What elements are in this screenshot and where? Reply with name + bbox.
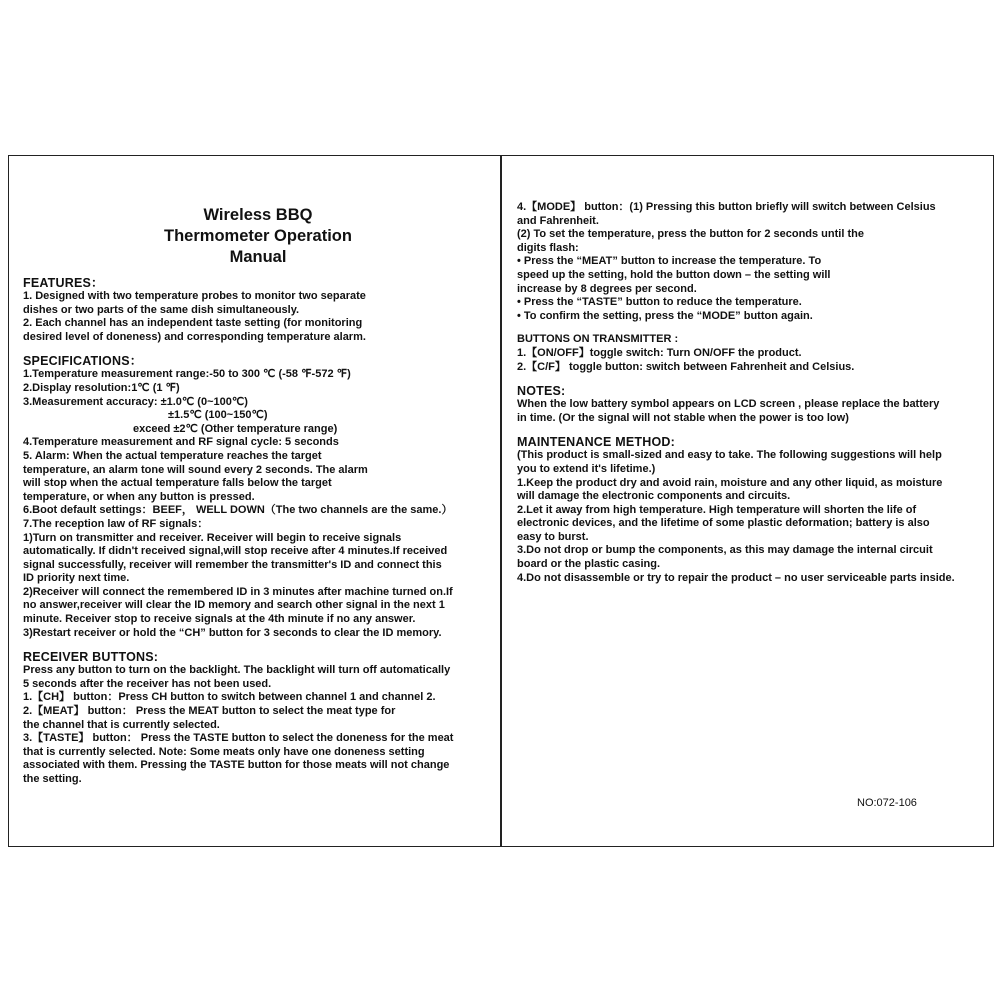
mode-line: • To confirm the setting, press the “MODE” button again. — [517, 309, 813, 322]
spec-line: 2)Receiver will connect the remembered ID in 3 minutes after machine turned on.If — [23, 585, 453, 598]
features-heading: FEATURES： — [23, 276, 104, 290]
notes-line: When the low battery symbol appears on LCD screen , please replace the battery — [517, 398, 940, 411]
features-line: 2. Each channel has an independent taste setting (for monitoring — [23, 317, 363, 330]
receiver-line: associated with them. Pressing the TASTE button for those meats will not change — [23, 759, 450, 772]
mode-line: speed up the setting, hold the button down – the setting will — [517, 268, 831, 281]
model-number: NO:072-106 — [857, 797, 917, 809]
spec-line: 1.Temperature measurement range:-50 to 300 ℃ (-58 ℉-572 ℉) — [23, 368, 351, 381]
spec-line: will stop when the actual temperature falls below the target — [23, 477, 332, 490]
spec-line: 3)Restart receiver or hold the “CH” button for 3 seconds to clear the ID memory. — [23, 626, 442, 639]
spec-line: ID priority next time. — [23, 572, 130, 585]
mode-line: • Press the “MEAT” button to increase the temperature. To — [517, 255, 822, 268]
mode-line: and Fahrenheit. — [517, 214, 599, 227]
spec-line: 6.Boot default settings：BEEF， WELL DOWN（The two channels are the same.） — [23, 504, 453, 517]
receiver-line: 3.【TASTE】 button： Press the TASTE button to select the doneness for the meat — [23, 732, 454, 745]
mode-line: 4.【MODE】 button：(1) Pressing this button briefly will switch between Celsius — [517, 201, 936, 213]
maintenance-line: 2.Let it away from high temperature. High temperature will shorten the life of — [517, 503, 917, 516]
mode-line: • Press the “TASTE” button to reduce the temperature. — [517, 296, 802, 309]
spec-line: signal successfully, receiver will remember the transmitter's ID and connect this — [23, 558, 442, 571]
maintenance-line: 1.Keep the product dry and avoid rain, moisture and any other liquid, as moisture — [517, 476, 943, 489]
receiver-line: 5 seconds after the receiver has not been used. — [23, 677, 272, 690]
spec-line: 5. Alarm: When the actual temperature reaches the target — [23, 449, 322, 462]
transmitter-line: 2.【C/F】 toggle button: switch between Fahrenheit and Celsius. — [517, 360, 855, 373]
maintenance-line: board or the plastic casing. — [517, 558, 661, 571]
column-divider — [500, 155, 502, 847]
spec-line: automatically. If didn't received signal,will stop receive after 4 minutes.If received — [23, 545, 448, 558]
receiver-line: that is currently selected. Note: Some meats only have one doneness setting — [23, 745, 425, 758]
document-title — [23, 205, 493, 268]
spec-line: 2.Display resolution:1℃ (1 ℉) — [23, 381, 180, 394]
transmitter-heading: BUTTONS ON TRANSMITTER : — [517, 333, 679, 346]
features-line: 1. Designed with two temperature probes to monitor two separate — [23, 290, 366, 302]
maintenance-line: (This product is small-sized and easy to take. The following suggestions will help — [517, 449, 942, 462]
maintenance-line: you to extend it's lifetime.) — [517, 462, 656, 475]
spec-line: temperature, an alarm tone will sound every 2 seconds. The alarm — [23, 463, 368, 476]
left-column — [23, 205, 493, 787]
mode-line: digits flash: — [517, 241, 579, 254]
spec-line: temperature, or when any button is pressed. — [23, 490, 255, 503]
maintenance-line: 3.Do not drop or bump the components, as this may damage the internal circuit — [517, 544, 933, 557]
maintenance-line: electronic devices, and the lifetime of some plastic deformation; battery is also — [517, 517, 930, 530]
spec-line: minute. Receiver stop to receive signals at the 4th minute if no any answer. — [23, 613, 416, 626]
receiver-line: the channel that is currently selected. — [23, 718, 220, 731]
maintenance-line: easy to burst. — [517, 530, 589, 543]
mode-line: increase by 8 degrees per second. — [517, 282, 697, 295]
notes-heading: NOTES: — [517, 384, 566, 399]
spec-line: exceed ±2℃ (Other temperature range) — [133, 422, 338, 435]
receiver-line: Press any button to turn on the backlight. The backlight will turn off automatically — [23, 664, 451, 677]
transmitter-line: 1.【ON/OFF】toggle switch: Turn ON/OFF the product. — [517, 346, 802, 359]
receiver-line: 1.【CH】 button：Press CH button to switch between channel 1 and channel 2. — [23, 691, 436, 704]
spec-line: 1)Turn on transmitter and receiver. Receiver will begin to receive signals — [23, 531, 402, 544]
maintenance-heading: MAINTENANCE METHOD: — [517, 435, 675, 450]
receiver-line: 2.【MEAT】 button： Press the MEAT button to select the meat type for — [23, 705, 396, 718]
spec-line: 7.The reception law of RF signals： — [23, 517, 209, 530]
spec-line: ±1.5℃ (100~150℃) — [168, 409, 268, 422]
mode-line: (2) To set the temperature, press the button for 2 seconds until the — [517, 228, 864, 241]
maintenance-line: 4.Do not disassemble or try to repair the product – no user serviceable parts inside. — [517, 571, 955, 584]
title-line: Manual — [229, 248, 287, 266]
receiver-line: the setting. — [23, 773, 82, 785]
features-line: desired level of doneness) and corresponding temperature alarm. — [23, 330, 366, 343]
spec-line: no answer,receiver will clear the ID memory and search other signal in the next 1 — [23, 599, 445, 612]
right-column — [517, 201, 987, 585]
title-line: Thermometer Operation — [164, 227, 352, 245]
spec-line: 3.Measurement accuracy: ±1.0℃ (0~100℃) — [23, 395, 248, 408]
receiver-buttons-heading: RECEIVER BUTTONS: — [23, 650, 159, 665]
maintenance-line: will damage the electronic components and circuits. — [517, 490, 791, 503]
notes-line: in time. (Or the signal will not stable when the power is too low) — [517, 411, 849, 424]
title-line: Wireless BBQ — [203, 206, 313, 224]
specifications-heading: SPECIFICATIONS： — [23, 354, 143, 369]
features-line: dishes or two parts of the same dish simultaneously. — [23, 303, 300, 316]
spec-line: 4.Temperature measurement and RF signal cycle: 5 seconds — [23, 436, 339, 449]
